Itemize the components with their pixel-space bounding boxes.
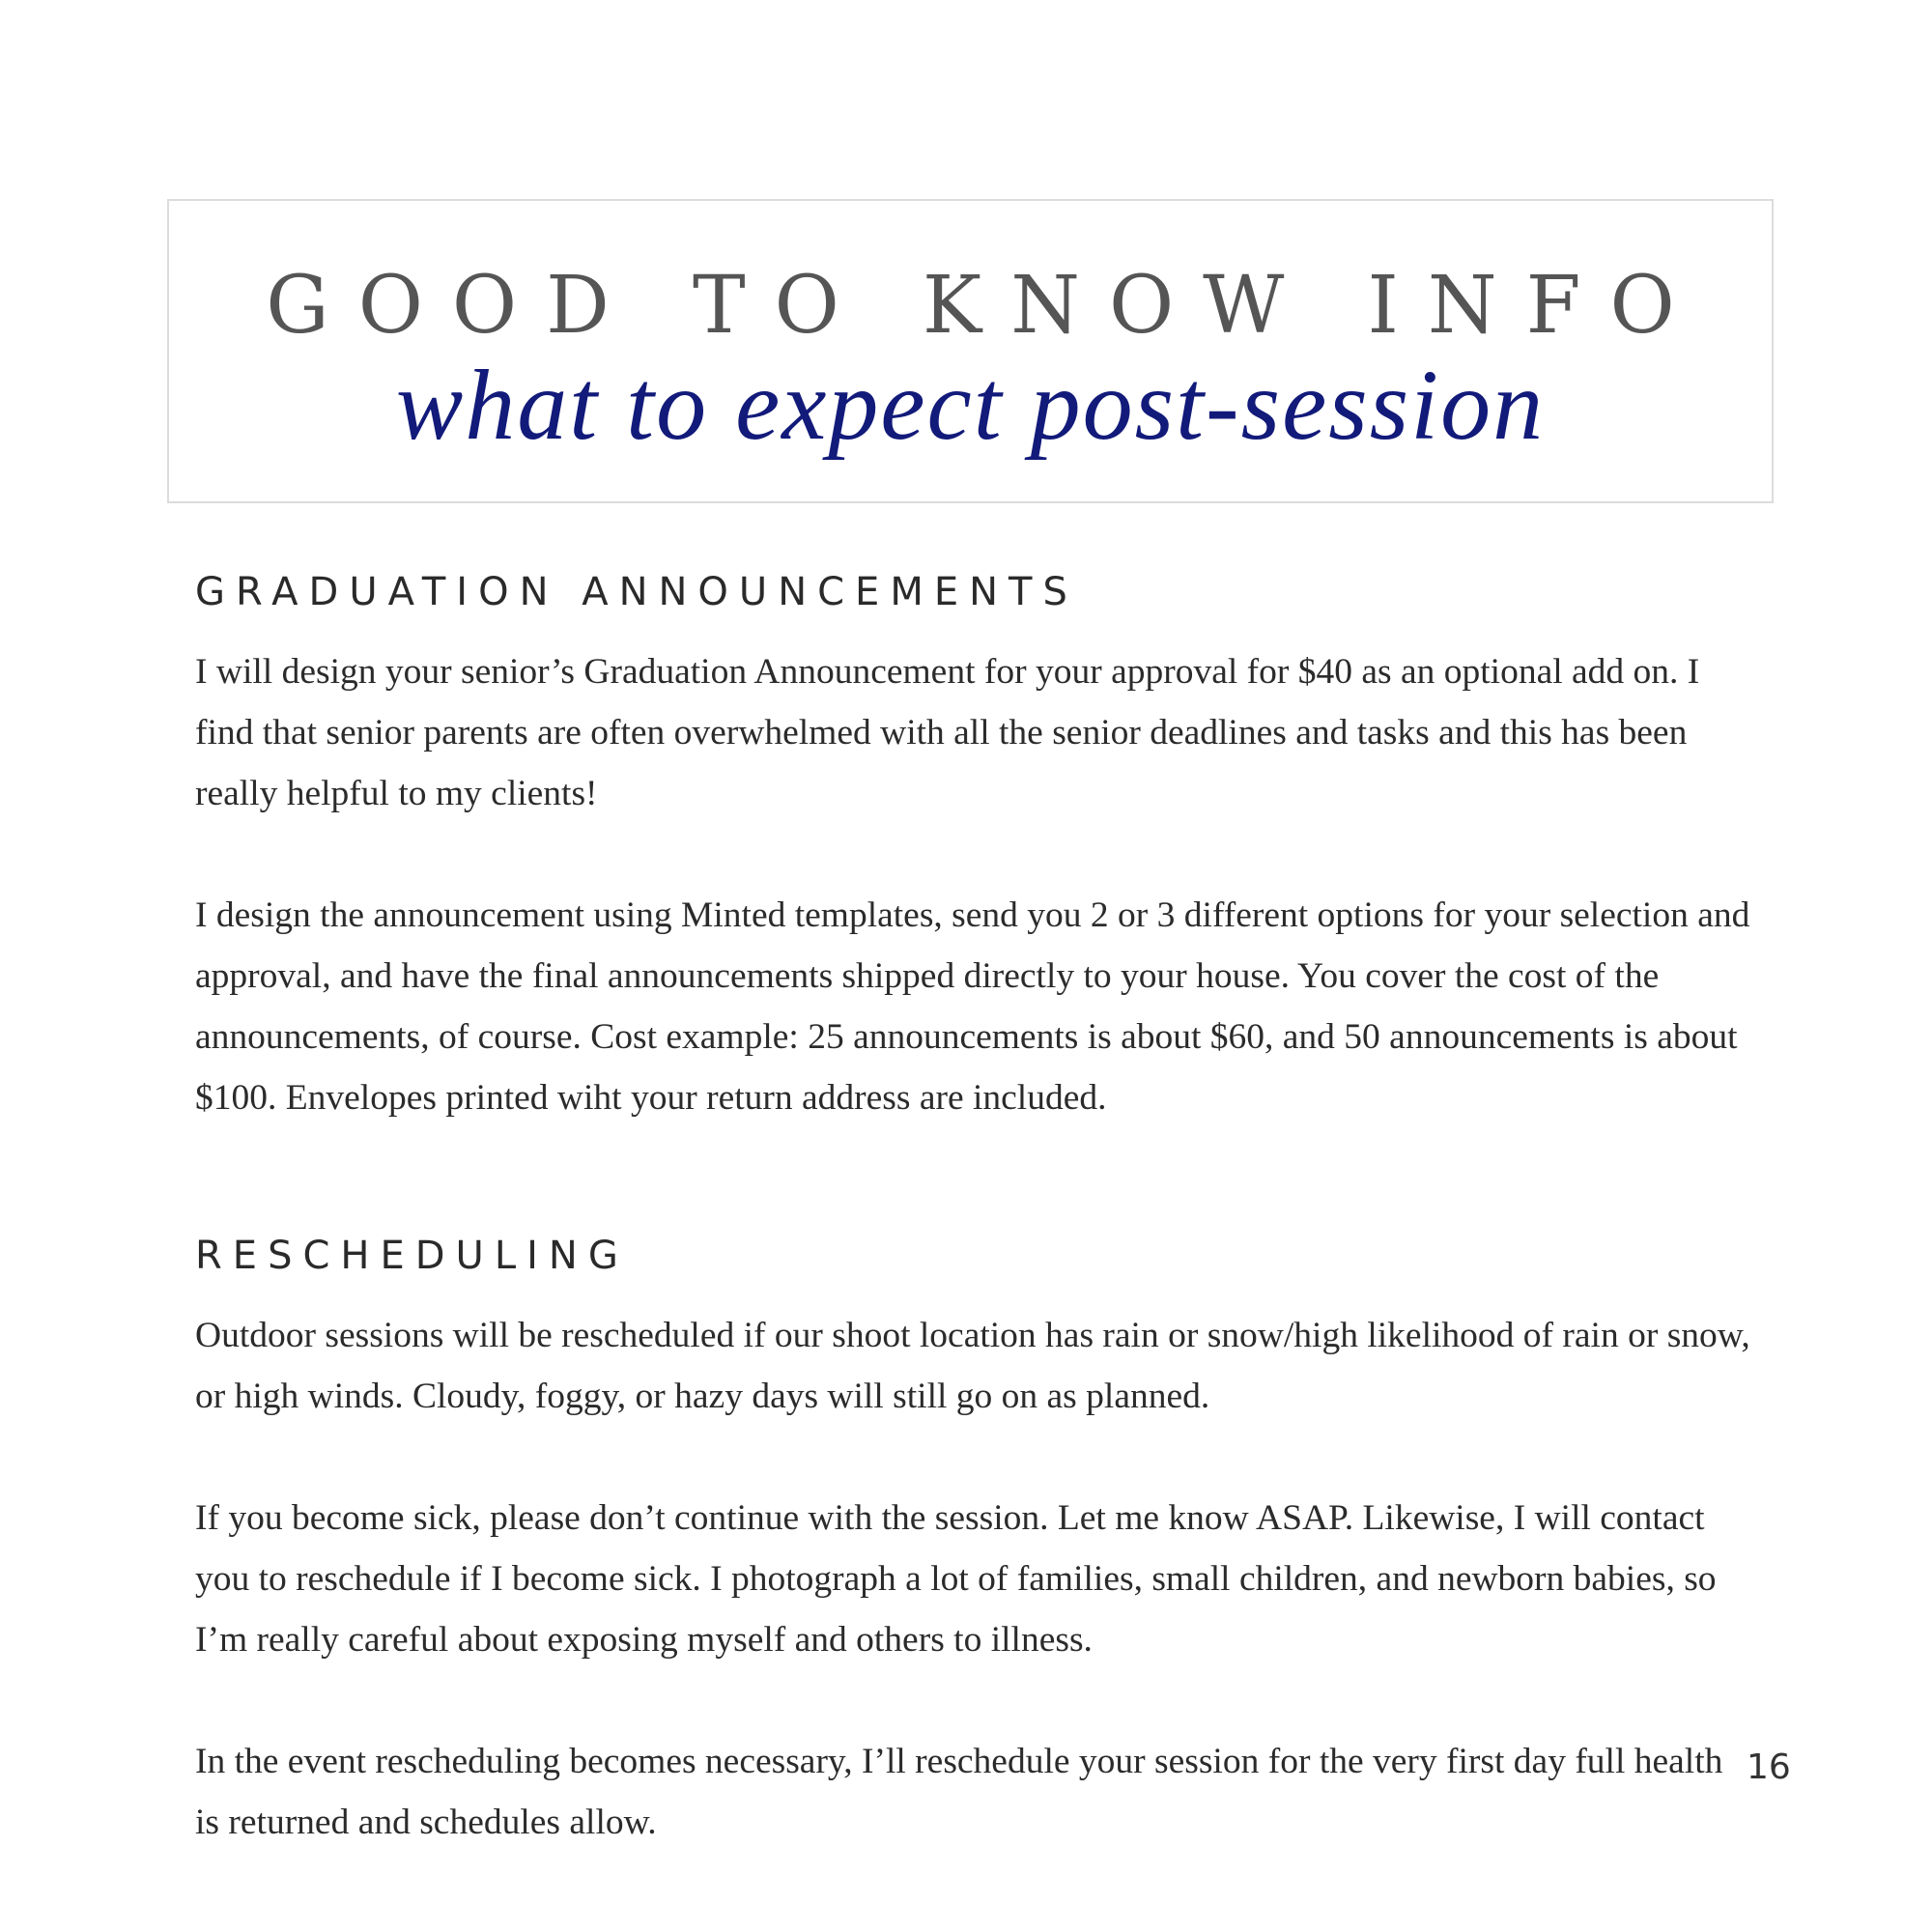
header-box <box>167 199 1774 503</box>
paragraph-graduation-1: I will design your senior’s Graduation Announcement for your approval for $40 as an optional add on. I find that senior parents are often overwhelmed with all the senior deadlines and tasks and this has been really helpful to my clients! <box>195 652 1700 813</box>
page-number: 16 <box>1747 1747 1791 1787</box>
paragraph-rescheduling-3: In the event rescheduling becomes necessary, I’ll reschedule your session for the very first day full health is returned and schedules allow. <box>195 1742 1723 1842</box>
paragraph-rescheduling-1: Outdoor sessions will be rescheduled if our shoot location has rain or snow/high likelihood of rain or snow, or high winds. Cloudy, foggy, or hazy days will still go on as planned. <box>195 1316 1750 1416</box>
page-title: GOOD TO KNOW INFO <box>266 260 1704 352</box>
page-subtitle: what to expect post-session <box>395 350 1546 461</box>
section-heading-graduation-announcements: GRADUATION ANNOUNCEMENTS <box>195 570 1078 614</box>
paragraph-graduation-2: I design the announcement using Minted templates, send you 2 or 3 different options for your selection and approval, and have the final announcements shipped directly to your house. You cover the cost of the announcements, of course. Cost example: 25 announcements is about $60, and 50 announcements is about $100. Envelopes printed wiht your return address are included. <box>195 895 1750 1118</box>
section-heading-rescheduling: RESCHEDULING <box>195 1234 629 1278</box>
paragraph-rescheduling-2: If you become sick, please don’t continue with the session. Let me know ASAP. Likewise, I will contact you to reschedule if I become sick. I photograph a lot of families, small children, and newborn babies, so I’m really careful about exposing myself and others to illness. <box>195 1498 1717 1660</box>
